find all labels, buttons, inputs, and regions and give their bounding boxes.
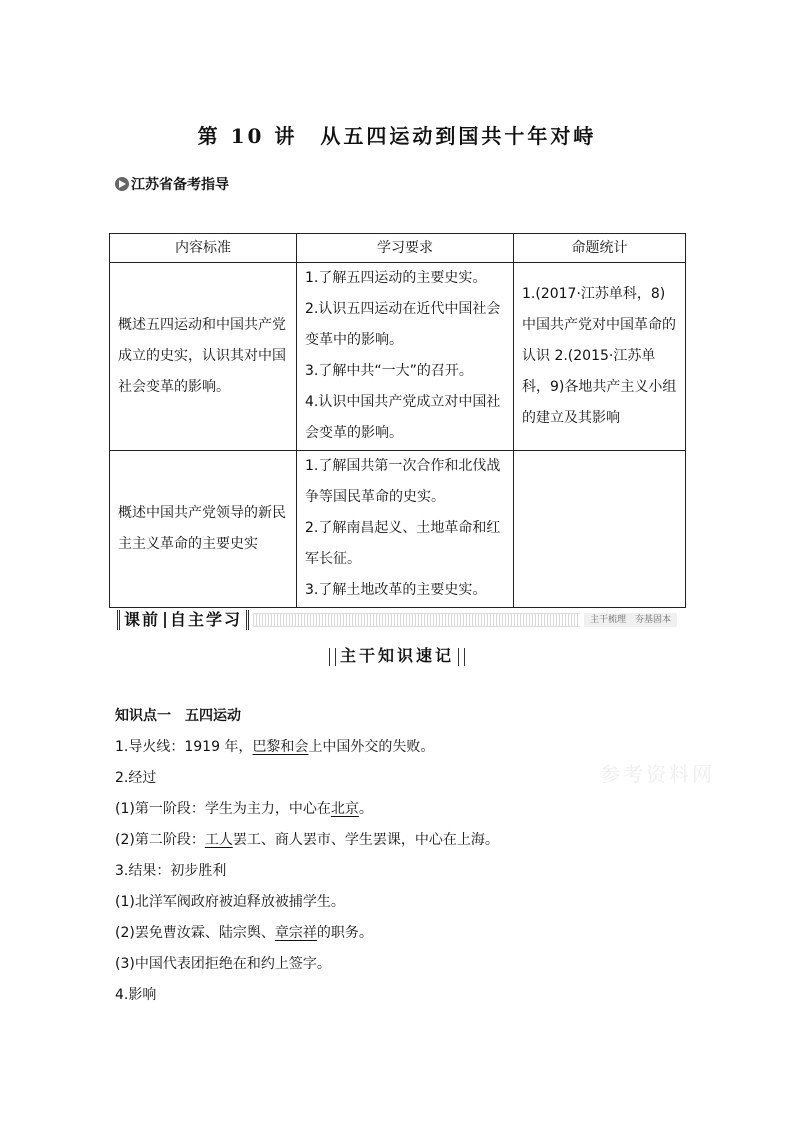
note-line: 4.影响 bbox=[115, 987, 157, 1003]
note-line: 3.结果：初步胜利 bbox=[115, 863, 227, 879]
subheading-text: 主干知识速记 bbox=[339, 646, 454, 665]
banner-divider bbox=[164, 612, 166, 628]
standards-table bbox=[109, 233, 686, 608]
requirement-item: 3.了解土地改革的主要史实。 bbox=[305, 582, 487, 598]
note-line bbox=[115, 733, 685, 764]
requirement-item: 1.了解国共第一次合作和北伐战争等国民革命的史实。 bbox=[305, 458, 501, 505]
table-header: 内容标准 bbox=[110, 234, 297, 263]
note-text: (2)第二阶段： bbox=[115, 832, 205, 848]
subheading-right-bar bbox=[458, 648, 465, 666]
note-line bbox=[115, 919, 685, 950]
section-subheading bbox=[0, 643, 794, 666]
underlined-keyword: 北京 bbox=[330, 801, 359, 817]
underlined-keyword: 巴黎和会 bbox=[252, 739, 309, 755]
subheading-left-bar bbox=[329, 648, 336, 666]
standard-cell: 概述五四运动和中国共产党成立的史实，认识其对中国社会变革的影响。 bbox=[110, 263, 297, 451]
standard-cell: 概述中国共产党领导的新民主主义革命的主要史实 bbox=[110, 451, 297, 608]
stats-cell bbox=[514, 451, 686, 608]
note-text: 的职务。 bbox=[316, 925, 373, 941]
note-text: (1)第一阶段：学生为主力，中心在 bbox=[115, 801, 331, 817]
notes-body bbox=[115, 702, 685, 1012]
note-text: 。 bbox=[358, 801, 373, 817]
note-line bbox=[115, 826, 685, 857]
banner-title bbox=[117, 610, 249, 630]
play-circle-icon bbox=[115, 177, 129, 191]
table-header: 学习要求 bbox=[297, 234, 514, 263]
note-line: (1)北洋军阀政府被迫释放被捕学生。 bbox=[115, 894, 345, 910]
note-line: 2.经过 bbox=[115, 770, 157, 786]
requirement-item: 2.了解南昌起义、土地革命和红军长征。 bbox=[305, 520, 501, 567]
stats-cell: 1.(2017·江苏单科，8)中国共产党对中国革命的认识 2.(2015·江苏单科，9)各地共产主义小组的建立及其影响 bbox=[514, 263, 686, 451]
underlined-keyword: 章宗祥 bbox=[274, 925, 317, 941]
note-text: 1.导火线：1919 年， bbox=[115, 739, 253, 755]
banner-part1: 课前 bbox=[124, 610, 161, 629]
note-line: (3)中国代表团拒绝在和约上签字。 bbox=[115, 956, 331, 972]
requirements-cell bbox=[297, 263, 514, 451]
note-text: 罢工、商人罢市、学生罢课，中心在上海。 bbox=[232, 832, 499, 848]
watermark: 参考资料网 bbox=[600, 762, 715, 786]
table-row bbox=[110, 263, 686, 451]
table-header-row bbox=[110, 234, 686, 263]
banner-tagline: 主干梳理 夯基固本 bbox=[584, 613, 677, 627]
guide-label: 江苏省备考指导 bbox=[131, 177, 229, 193]
underlined-keyword: 工人 bbox=[204, 832, 233, 848]
note-text: 上中国外交的失败。 bbox=[308, 739, 435, 755]
guide-heading bbox=[115, 174, 229, 194]
requirement-item: 4.认识中国共产党成立对中国社会变革的影响。 bbox=[305, 394, 501, 441]
banner-part2: 自主学习 bbox=[170, 610, 243, 629]
note-line bbox=[115, 795, 685, 826]
knowledge-point-heading: 知识点一 五四运动 bbox=[115, 708, 241, 724]
note-text: (2)罢免曹汝霖、陆宗舆、 bbox=[115, 925, 275, 941]
banner-texture bbox=[253, 613, 580, 627]
table-row bbox=[110, 451, 686, 608]
table-header: 命题统计 bbox=[514, 234, 686, 263]
page-title: 第 10 讲 从五四运动到国共十年对峙 bbox=[197, 124, 597, 148]
requirement-item: 1.了解五四运动的主要史实。 bbox=[305, 270, 487, 286]
section-banner bbox=[117, 609, 677, 631]
requirements-cell bbox=[297, 451, 514, 608]
requirement-item: 2.认识五四运动在近代中国社会变革中的影响。 bbox=[305, 301, 501, 348]
requirement-item: 3.了解中共“一大”的召开。 bbox=[305, 363, 473, 379]
